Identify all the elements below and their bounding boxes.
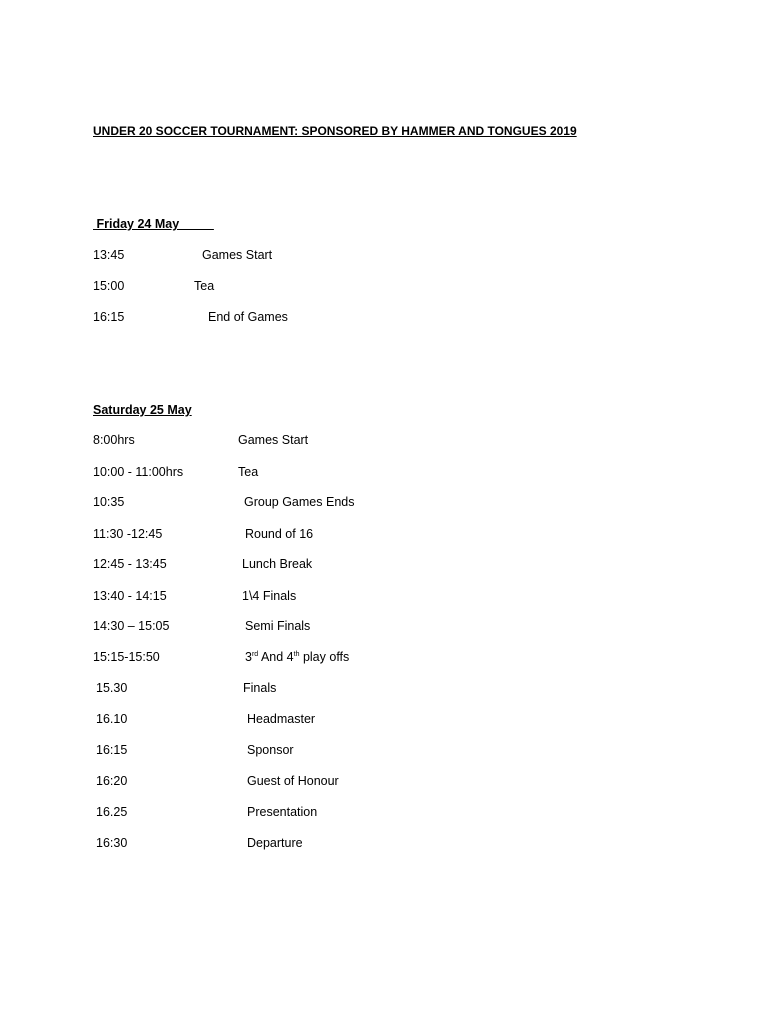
- schedule-row: [0, 619, 768, 637]
- schedule-row: [0, 279, 768, 297]
- schedule-row: [0, 836, 768, 854]
- row-event: End of Games: [208, 310, 288, 324]
- schedule-row: [0, 465, 768, 483]
- ordinal-suffix: rd: [251, 650, 259, 658]
- schedule-row: [0, 712, 768, 730]
- row-event: Headmaster: [247, 712, 316, 726]
- schedule-row: [0, 527, 768, 545]
- row-time: 13:45: [93, 248, 125, 262]
- row-event: Finals: [243, 681, 277, 695]
- schedule-row: [0, 589, 768, 607]
- row-event: 1\4 Finals: [242, 589, 297, 603]
- row-time: 16:15: [93, 310, 125, 324]
- ordinal-number: 3: [245, 650, 252, 664]
- ordinal-suffix: th: [293, 650, 300, 658]
- schedule-row: [0, 495, 768, 513]
- row-time: 16.25: [96, 805, 128, 819]
- row-event: Tea: [238, 465, 259, 479]
- schedule-row: [0, 805, 768, 823]
- row-event: Games Start: [238, 433, 309, 447]
- row-time: 16:15: [96, 743, 128, 757]
- schedule-row: [0, 310, 768, 328]
- row-time: 11:30 -12:45: [93, 527, 163, 541]
- row-time: 12:45 - 13:45: [93, 557, 167, 571]
- row-event: [245, 650, 349, 664]
- row-time: 13:40 - 14:15: [93, 589, 167, 603]
- row-event: Sponsor: [247, 743, 294, 757]
- row-event: Semi Finals: [245, 619, 311, 633]
- saturday-heading: Saturday 25 May: [93, 403, 192, 417]
- row-time: 16:20: [96, 774, 128, 788]
- schedule-row: [0, 743, 768, 761]
- document-title: UNDER 20 SOCCER TOURNAMENT: SPONSORED BY HAMMER AND TONGUES 2019: [93, 124, 577, 138]
- row-time: 15:00: [93, 279, 125, 293]
- row-event: Presentation: [247, 805, 318, 819]
- row-time: 14:30 – 15:05: [93, 619, 170, 633]
- schedule-row: [0, 774, 768, 792]
- event-text: play offs: [299, 650, 350, 664]
- friday-heading: Friday 24 May: [93, 217, 214, 231]
- row-event: Games Start: [202, 248, 273, 262]
- event-text: And 4: [258, 650, 294, 664]
- row-event: Group Games Ends: [244, 495, 355, 509]
- row-event: Round of 16: [245, 527, 314, 541]
- row-event: Guest of Honour: [247, 774, 339, 788]
- row-time: 15:15-15:50: [93, 650, 160, 664]
- schedule-row: [0, 248, 768, 266]
- schedule-row: [0, 650, 768, 668]
- schedule-row: [0, 681, 768, 699]
- row-time: 10:00 - 11:00hrs: [93, 465, 184, 479]
- row-event: Lunch Break: [242, 557, 313, 571]
- row-time: 16:30: [96, 836, 128, 850]
- row-time: 8:00hrs: [93, 433, 135, 447]
- row-time: 16.10: [96, 712, 128, 726]
- schedule-row: [0, 557, 768, 575]
- row-time: 15.30: [96, 681, 128, 695]
- row-event: Tea: [194, 279, 215, 293]
- schedule-row: [0, 433, 768, 451]
- row-time: 10:35: [93, 495, 125, 509]
- row-event: Departure: [247, 836, 303, 850]
